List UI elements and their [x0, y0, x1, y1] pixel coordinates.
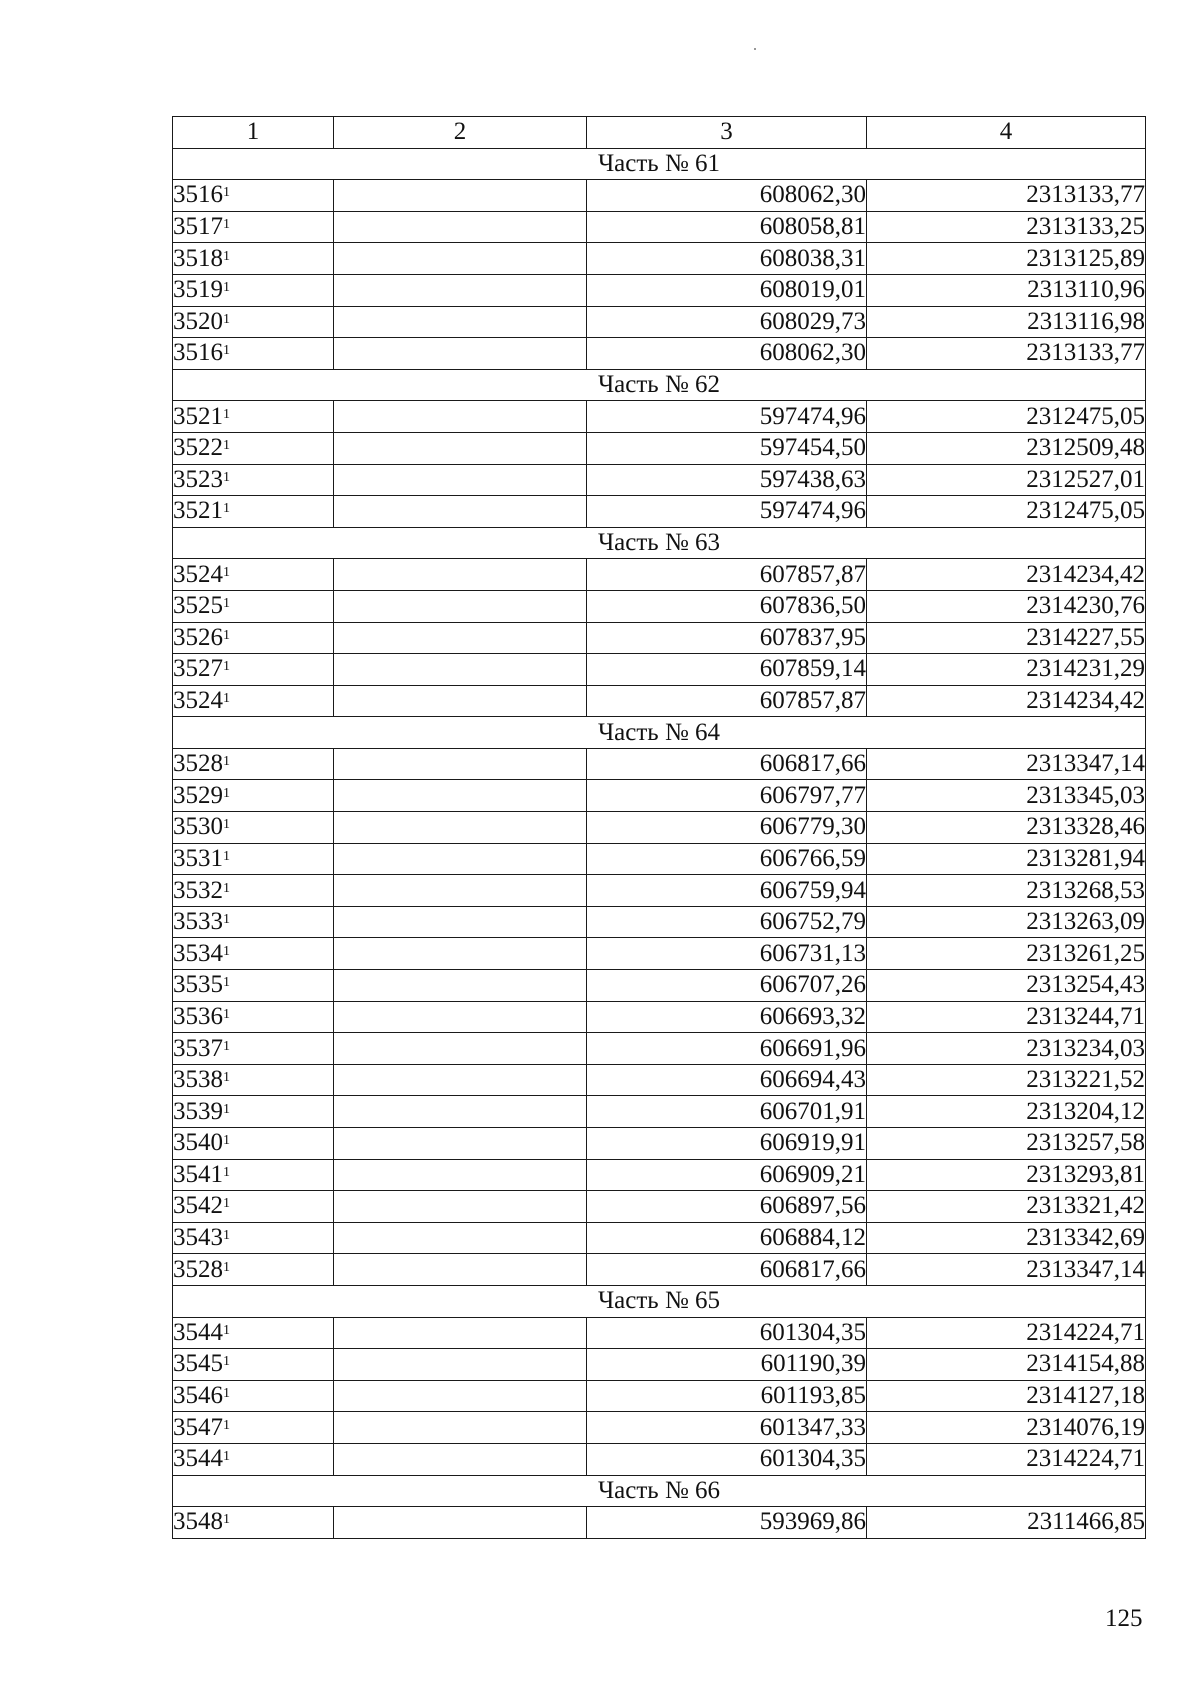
empty-cell: [334, 875, 587, 907]
point-number-cell: [173, 938, 334, 970]
x-coordinate-cell: 606817,66: [587, 1254, 867, 1286]
point-number-cell: [173, 1128, 334, 1160]
y-coordinate-cell: 2313347,14: [867, 748, 1146, 780]
y-coordinate-cell: 2313347,14: [867, 1254, 1146, 1286]
point-number-cell: [173, 274, 334, 306]
x-coordinate-cell: 608019,01: [587, 274, 867, 306]
y-coordinate-cell: 2313321,42: [867, 1191, 1146, 1223]
table-row: [173, 1222, 1146, 1254]
header-cell-4: 4: [867, 117, 1146, 149]
y-coordinate-cell: 2313125,89: [867, 243, 1146, 275]
y-coordinate-cell: 2314227,55: [867, 622, 1146, 654]
y-coordinate-cell: 2313221,52: [867, 1064, 1146, 1096]
y-coordinate-cell: 2311466,85: [867, 1507, 1146, 1539]
section-header-row: [173, 717, 1146, 749]
empty-cell: [334, 432, 587, 464]
point-superscript: 1: [223, 1449, 230, 1465]
point-superscript: 1: [223, 912, 230, 928]
point-number-cell: [173, 180, 334, 212]
table-row: [173, 180, 1146, 212]
empty-cell: [334, 338, 587, 370]
header-row: [173, 117, 1146, 149]
empty-cell: [334, 1096, 587, 1128]
table-row: [173, 938, 1146, 970]
table-row: [173, 812, 1146, 844]
section-header-row: [173, 148, 1146, 180]
point-number: 3531: [173, 844, 223, 872]
point-number-cell: [173, 1033, 334, 1065]
table-row: [173, 401, 1146, 433]
y-coordinate-cell: 2313234,03: [867, 1033, 1146, 1065]
empty-cell: [334, 654, 587, 686]
table-row: [173, 1443, 1146, 1475]
point-superscript: 1: [223, 469, 230, 485]
point-number: 3535: [173, 971, 223, 999]
x-coordinate-cell: 606731,13: [587, 938, 867, 970]
y-coordinate-cell: 2313293,81: [867, 1159, 1146, 1191]
table-row: [173, 1001, 1146, 1033]
table-header: [173, 117, 1146, 149]
x-coordinate-cell: 597438,63: [587, 464, 867, 496]
x-coordinate-cell: 608038,31: [587, 243, 867, 275]
y-coordinate-cell: 2312527,01: [867, 464, 1146, 496]
point-superscript: 1: [223, 975, 230, 991]
x-coordinate-cell: 606797,77: [587, 780, 867, 812]
point-superscript: 1: [223, 406, 230, 422]
y-coordinate-cell: 2312475,05: [867, 496, 1146, 528]
x-coordinate-cell: 606766,59: [587, 843, 867, 875]
point-number: 3516: [173, 339, 223, 367]
point-number: 3523: [173, 465, 223, 493]
table-row: [173, 1507, 1146, 1539]
point-superscript: 1: [223, 1354, 230, 1370]
point-number-cell: [173, 1507, 334, 1539]
point-number-cell: [173, 843, 334, 875]
point-number-cell: [173, 1096, 334, 1128]
empty-cell: [334, 906, 587, 938]
header-cell-1: 1: [173, 117, 334, 149]
x-coordinate-cell: 597454,50: [587, 432, 867, 464]
empty-cell: [334, 685, 587, 717]
point-number: 3536: [173, 1002, 223, 1030]
point-number: 3526: [173, 623, 223, 651]
point-superscript: 1: [223, 1512, 230, 1528]
point-number-cell: [173, 306, 334, 338]
section-header-row: [173, 369, 1146, 401]
point-number-cell: [173, 1222, 334, 1254]
empty-cell: [334, 401, 587, 433]
point-number-cell: [173, 401, 334, 433]
point-number-cell: [173, 1349, 334, 1381]
point-number: 3532: [173, 876, 223, 904]
empty-cell: [334, 1033, 587, 1065]
x-coordinate-cell: 606707,26: [587, 970, 867, 1002]
point-superscript: 1: [223, 1259, 230, 1275]
empty-cell: [334, 306, 587, 338]
x-coordinate-cell: 597474,96: [587, 401, 867, 433]
point-number-cell: [173, 748, 334, 780]
point-superscript: 1: [223, 785, 230, 801]
table-row: [173, 432, 1146, 464]
y-coordinate-cell: 2313116,98: [867, 306, 1146, 338]
section-title: Часть № 61: [173, 148, 1146, 180]
point-number: 3546: [173, 1382, 223, 1410]
point-superscript: 1: [223, 280, 230, 296]
point-number: 3537: [173, 1034, 223, 1062]
empty-cell: [334, 938, 587, 970]
point-superscript: 1: [223, 1164, 230, 1180]
point-number: 3527: [173, 655, 223, 683]
table-row: [173, 1380, 1146, 1412]
point-number: 3547: [173, 1413, 223, 1441]
point-number-cell: [173, 1001, 334, 1033]
point-number-cell: [173, 1380, 334, 1412]
table-row: [173, 559, 1146, 591]
point-superscript: 1: [223, 311, 230, 327]
empty-cell: [334, 243, 587, 275]
coordinates-table: [172, 116, 1146, 1539]
point-number: 3518: [173, 244, 223, 272]
empty-cell: [334, 970, 587, 1002]
empty-cell: [334, 622, 587, 654]
table-row: [173, 1349, 1146, 1381]
y-coordinate-cell: 2313110,96: [867, 274, 1146, 306]
point-superscript: 1: [223, 185, 230, 201]
x-coordinate-cell: 607857,87: [587, 685, 867, 717]
point-number-cell: [173, 1412, 334, 1444]
empty-cell: [334, 1254, 587, 1286]
section-title: Часть № 63: [173, 527, 1146, 559]
point-number-cell: [173, 1191, 334, 1223]
point-superscript: 1: [223, 848, 230, 864]
table-row: [173, 1064, 1146, 1096]
point-superscript: 1: [223, 817, 230, 833]
empty-cell: [334, 590, 587, 622]
table-row: [173, 1191, 1146, 1223]
point-number: 3529: [173, 781, 223, 809]
point-number: 3542: [173, 1192, 223, 1220]
point-number: 3520: [173, 307, 223, 335]
point-number-cell: [173, 812, 334, 844]
point-superscript: 1: [223, 564, 230, 580]
point-superscript: 1: [223, 627, 230, 643]
table-row: [173, 906, 1146, 938]
point-superscript: 1: [223, 596, 230, 612]
point-number: 3534: [173, 939, 223, 967]
point-number: 3528: [173, 1255, 223, 1283]
point-superscript: 1: [223, 943, 230, 959]
y-coordinate-cell: 2313133,25: [867, 211, 1146, 243]
table-row: [173, 1412, 1146, 1444]
x-coordinate-cell: 606752,79: [587, 906, 867, 938]
x-coordinate-cell: 607836,50: [587, 590, 867, 622]
table-row: [173, 1128, 1146, 1160]
empty-cell: [334, 1222, 587, 1254]
table-row: [173, 464, 1146, 496]
point-superscript: 1: [223, 1133, 230, 1149]
point-number-cell: [173, 559, 334, 591]
x-coordinate-cell: 608062,30: [587, 180, 867, 212]
table-row: [173, 1033, 1146, 1065]
point-number-cell: [173, 970, 334, 1002]
table-row: [173, 748, 1146, 780]
section-title: Часть № 66: [173, 1475, 1146, 1507]
empty-cell: [334, 1317, 587, 1349]
table-row: [173, 1159, 1146, 1191]
x-coordinate-cell: 608058,81: [587, 211, 867, 243]
point-number-cell: [173, 338, 334, 370]
point-superscript: 1: [223, 343, 230, 359]
table-row: [173, 1096, 1146, 1128]
point-number-cell: [173, 1064, 334, 1096]
empty-cell: [334, 1412, 587, 1444]
x-coordinate-cell: 607837,95: [587, 622, 867, 654]
point-number-cell: [173, 496, 334, 528]
point-number-cell: [173, 243, 334, 275]
point-superscript: 1: [223, 1322, 230, 1338]
point-number: 3545: [173, 1350, 223, 1378]
point-number: 3521: [173, 402, 223, 430]
section-header-row: [173, 527, 1146, 559]
point-superscript: 1: [223, 1228, 230, 1244]
empty-cell: [334, 843, 587, 875]
y-coordinate-cell: 2314230,76: [867, 590, 1146, 622]
empty-cell: [334, 1064, 587, 1096]
empty-cell: [334, 496, 587, 528]
page-number: 125: [1105, 1605, 1143, 1632]
y-coordinate-cell: 2313244,71: [867, 1001, 1146, 1033]
point-number-cell: [173, 654, 334, 686]
section-title: Часть № 64: [173, 717, 1146, 749]
empty-cell: [334, 748, 587, 780]
empty-cell: [334, 1443, 587, 1475]
y-coordinate-cell: 2314076,19: [867, 1412, 1146, 1444]
header-cell-2: 2: [334, 117, 587, 149]
point-number: 3522: [173, 434, 223, 462]
point-number: 3524: [173, 686, 223, 714]
empty-cell: [334, 274, 587, 306]
empty-cell: [334, 780, 587, 812]
empty-cell: [334, 812, 587, 844]
point-number-cell: [173, 1254, 334, 1286]
y-coordinate-cell: 2313268,53: [867, 875, 1146, 907]
point-number: 3533: [173, 908, 223, 936]
point-superscript: 1: [223, 1196, 230, 1212]
x-coordinate-cell: 606897,56: [587, 1191, 867, 1223]
table-row: [173, 590, 1146, 622]
y-coordinate-cell: 2314154,88: [867, 1349, 1146, 1381]
point-number: 3530: [173, 813, 223, 841]
y-coordinate-cell: 2314234,42: [867, 559, 1146, 591]
y-coordinate-cell: 2314224,71: [867, 1443, 1146, 1475]
empty-cell: [334, 1001, 587, 1033]
empty-cell: [334, 464, 587, 496]
x-coordinate-cell: 608029,73: [587, 306, 867, 338]
empty-cell: [334, 559, 587, 591]
section-title: Часть № 65: [173, 1285, 1146, 1317]
point-number-cell: [173, 590, 334, 622]
empty-cell: [334, 180, 587, 212]
section-title: Часть № 62: [173, 369, 1146, 401]
point-number: 3519: [173, 276, 223, 304]
x-coordinate-cell: 607857,87: [587, 559, 867, 591]
point-superscript: 1: [223, 1386, 230, 1402]
point-number: 3540: [173, 1129, 223, 1157]
x-coordinate-cell: 606817,66: [587, 748, 867, 780]
y-coordinate-cell: 2313263,09: [867, 906, 1146, 938]
y-coordinate-cell: 2313342,69: [867, 1222, 1146, 1254]
empty-cell: [334, 1191, 587, 1223]
y-coordinate-cell: 2313257,58: [867, 1128, 1146, 1160]
table-row: [173, 306, 1146, 338]
point-number: 3524: [173, 560, 223, 588]
x-coordinate-cell: 597474,96: [587, 496, 867, 528]
point-superscript: 1: [223, 1417, 230, 1433]
x-coordinate-cell: 606779,30: [587, 812, 867, 844]
y-coordinate-cell: 2314234,42: [867, 685, 1146, 717]
x-coordinate-cell: 601190,39: [587, 1349, 867, 1381]
point-number: 3543: [173, 1224, 223, 1252]
point-number: 3539: [173, 1097, 223, 1125]
y-coordinate-cell: 2313261,25: [867, 938, 1146, 970]
point-superscript: 1: [223, 754, 230, 770]
y-coordinate-cell: 2314127,18: [867, 1380, 1146, 1412]
y-coordinate-cell: 2313133,77: [867, 180, 1146, 212]
point-number-cell: [173, 1159, 334, 1191]
point-number-cell: [173, 875, 334, 907]
x-coordinate-cell: 606701,91: [587, 1096, 867, 1128]
y-coordinate-cell: 2312509,48: [867, 432, 1146, 464]
point-superscript: 1: [223, 1006, 230, 1022]
point-number: 3548: [173, 1508, 223, 1536]
table-row: [173, 654, 1146, 686]
x-coordinate-cell: 607859,14: [587, 654, 867, 686]
table-row: [173, 622, 1146, 654]
table-row: [173, 780, 1146, 812]
y-coordinate-cell: 2313133,77: [867, 338, 1146, 370]
point-number-cell: [173, 432, 334, 464]
scan-speck: [754, 48, 756, 50]
empty-cell: [334, 1159, 587, 1191]
empty-cell: [334, 1349, 587, 1381]
point-superscript: 1: [223, 248, 230, 264]
y-coordinate-cell: 2314224,71: [867, 1317, 1146, 1349]
table-row: [173, 1317, 1146, 1349]
point-number-cell: [173, 685, 334, 717]
empty-cell: [334, 1128, 587, 1160]
x-coordinate-cell: 601304,35: [587, 1443, 867, 1475]
point-number-cell: [173, 1443, 334, 1475]
table-row: [173, 496, 1146, 528]
table-row: [173, 243, 1146, 275]
y-coordinate-cell: 2313254,43: [867, 970, 1146, 1002]
point-number: 3528: [173, 750, 223, 778]
point-number: 3517: [173, 213, 223, 241]
x-coordinate-cell: 606909,21: [587, 1159, 867, 1191]
point-number-cell: [173, 1317, 334, 1349]
x-coordinate-cell: 601347,33: [587, 1412, 867, 1444]
table-row: [173, 685, 1146, 717]
section-header-row: [173, 1285, 1146, 1317]
point-number: 3525: [173, 592, 223, 620]
point-superscript: 1: [223, 1070, 230, 1086]
x-coordinate-cell: 601193,85: [587, 1380, 867, 1412]
x-coordinate-cell: 608062,30: [587, 338, 867, 370]
empty-cell: [334, 211, 587, 243]
point-number-cell: [173, 780, 334, 812]
point-number: 3538: [173, 1066, 223, 1094]
point-superscript: 1: [223, 1101, 230, 1117]
point-superscript: 1: [223, 659, 230, 675]
point-number: 3521: [173, 497, 223, 525]
point-number-cell: [173, 464, 334, 496]
header-cell-3: 3: [587, 117, 867, 149]
y-coordinate-cell: 2313345,03: [867, 780, 1146, 812]
point-number: 3516: [173, 181, 223, 209]
y-coordinate-cell: 2313204,12: [867, 1096, 1146, 1128]
table-row: [173, 1254, 1146, 1286]
point-number: 3541: [173, 1160, 223, 1188]
table-row: [173, 843, 1146, 875]
y-coordinate-cell: 2314231,29: [867, 654, 1146, 686]
point-number: 3544: [173, 1445, 223, 1473]
point-superscript: 1: [223, 1038, 230, 1054]
x-coordinate-cell: 606759,94: [587, 875, 867, 907]
point-superscript: 1: [223, 501, 230, 517]
x-coordinate-cell: 606693,32: [587, 1001, 867, 1033]
x-coordinate-cell: 601304,35: [587, 1317, 867, 1349]
point-superscript: 1: [223, 438, 230, 454]
point-number-cell: [173, 622, 334, 654]
empty-cell: [334, 1380, 587, 1412]
table-row: [173, 875, 1146, 907]
point-number-cell: [173, 906, 334, 938]
table-row: [173, 970, 1146, 1002]
y-coordinate-cell: 2313281,94: [867, 843, 1146, 875]
section-header-row: [173, 1475, 1146, 1507]
point-superscript: 1: [223, 690, 230, 706]
y-coordinate-cell: 2313328,46: [867, 812, 1146, 844]
point-superscript: 1: [223, 880, 230, 896]
x-coordinate-cell: 593969,86: [587, 1507, 867, 1539]
x-coordinate-cell: 606691,96: [587, 1033, 867, 1065]
x-coordinate-cell: 606884,12: [587, 1222, 867, 1254]
table-row: [173, 338, 1146, 370]
table-body: [173, 148, 1146, 1538]
x-coordinate-cell: 606919,91: [587, 1128, 867, 1160]
y-coordinate-cell: 2312475,05: [867, 401, 1146, 433]
empty-cell: [334, 1507, 587, 1539]
point-number-cell: [173, 211, 334, 243]
x-coordinate-cell: 606694,43: [587, 1064, 867, 1096]
table-row: [173, 211, 1146, 243]
point-number: 3544: [173, 1318, 223, 1346]
point-superscript: 1: [223, 217, 230, 233]
table-row: [173, 274, 1146, 306]
